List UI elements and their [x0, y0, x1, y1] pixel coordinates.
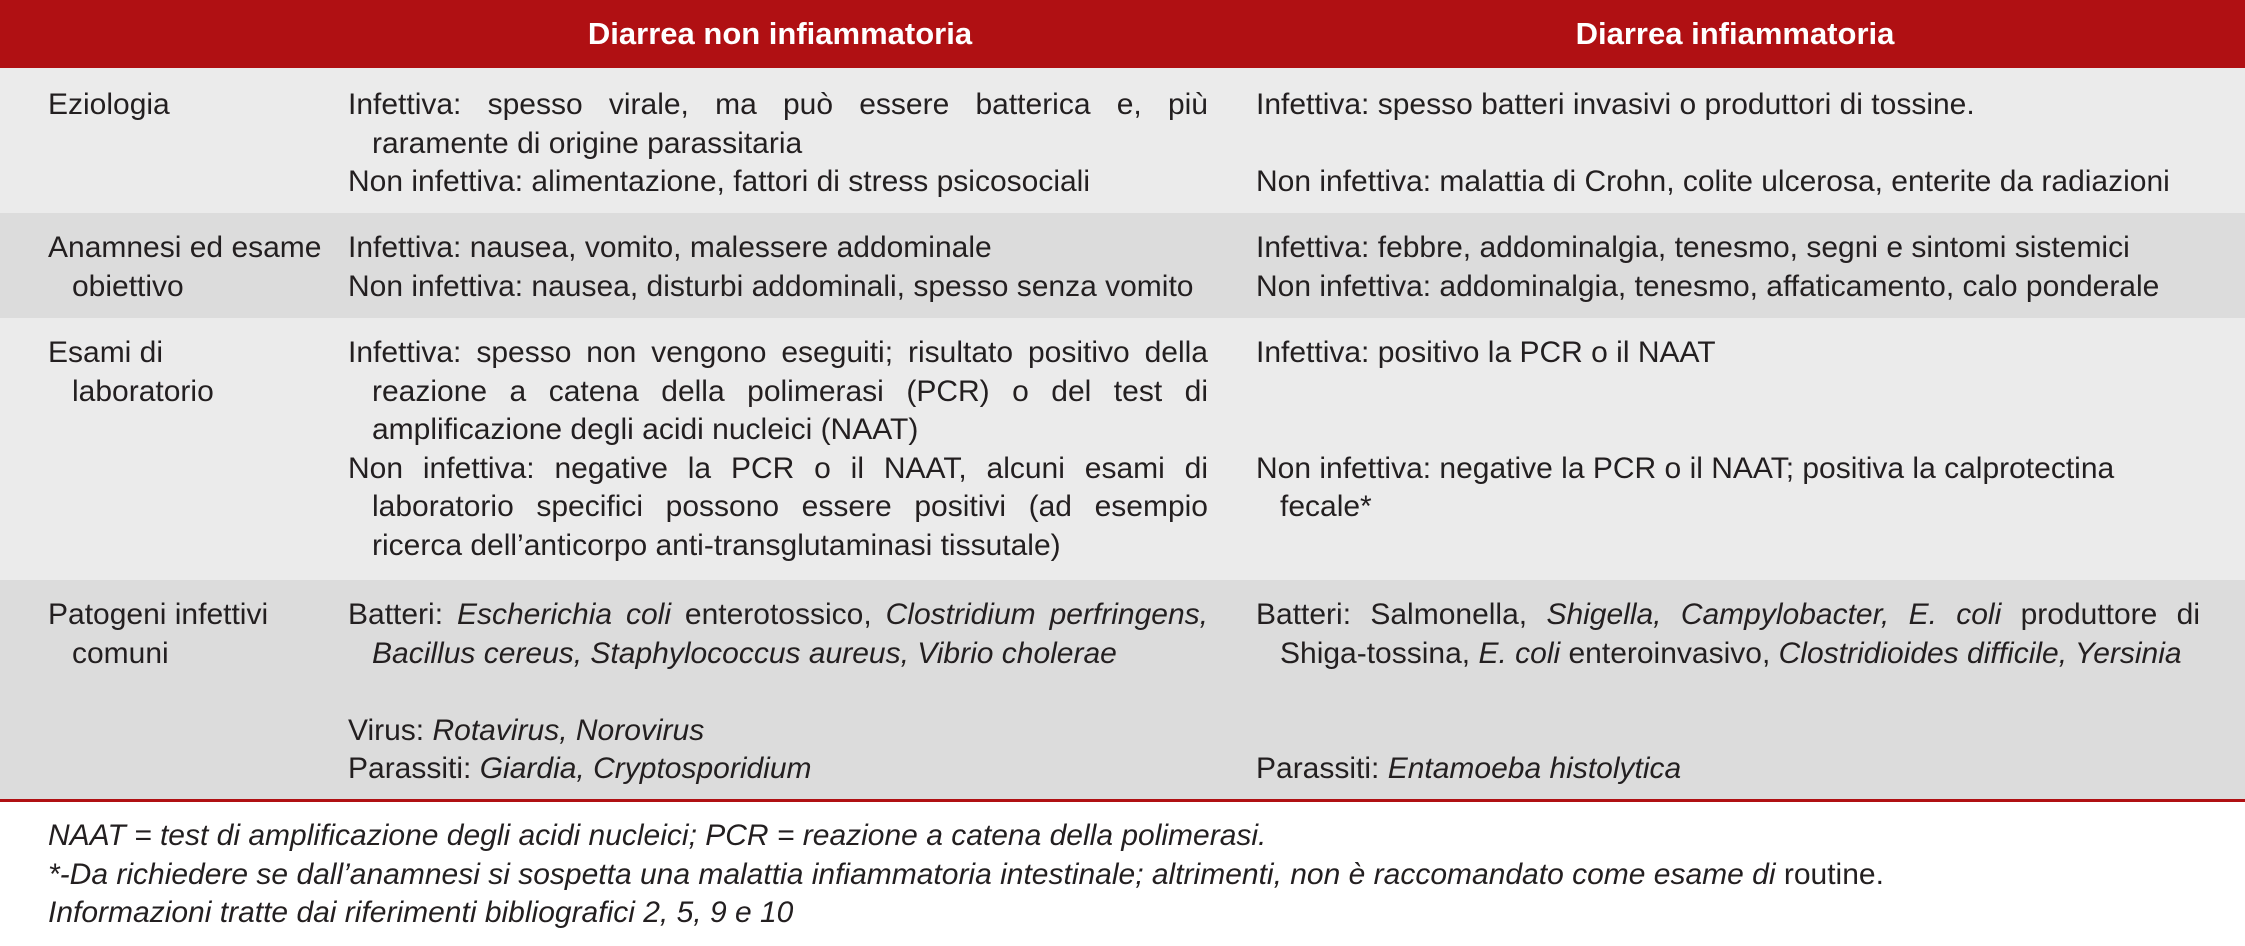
bacteria-paragraph: Batteri: Escherichia coli enterotossico, Clostridium perfringens, Bacillus cereus, Staphylococcus aureus, Vibrio cholerae: [348, 598, 1208, 670]
cell-paragraph: Non infettiva: malattia di Crohn, colite ulcerosa, enterite da radiazioni: [1256, 165, 2170, 198]
footnote-references: Informazioni tratte dai riferimenti bibliografici 2, 5, 9 e 10: [48, 896, 794, 929]
cell-paragraph: Infettiva: nausea, vomito, malessere addominale: [348, 231, 992, 264]
inflammatory-cell: [1256, 596, 2200, 789]
header-inflammatory: Diarrea infiammatoria: [1575, 16, 1895, 51]
table-row: [0, 318, 2245, 580]
non-inflammatory-cell: [348, 596, 1208, 789]
table-row: [0, 213, 2245, 318]
cell-paragraph: Infettiva: spesso non vengono eseguiti; risultato positivo della reazione a catena della polimerasi (PCR) o del test di amplificazione degli acidi nucleici (NAAT): [348, 336, 1208, 446]
table-row: [0, 580, 2245, 800]
inflammatory-cell: [1256, 229, 2200, 306]
row-label: Eziologia: [48, 88, 170, 121]
virus-paragraph: Virus: Rotavirus, Norovirus: [348, 713, 705, 747]
parasites-paragraph: Parassiti: Giardia, Cryptosporidium: [348, 752, 812, 785]
row-label: Esami di laboratorio: [48, 336, 214, 408]
parasites-paragraph: Parassiti: Entamoeba histolytica: [1256, 752, 1682, 785]
cell-paragraph: Non infettiva: negative la PCR o il NAAT, alcuni esami di laboratorio specifici possono essere positivi (ad esempio ricerca dell’anticorpo anti-transglutaminasi tissutale): [348, 451, 1208, 562]
cell-paragraph: Non infettiva: negative la PCR o il NAAT; positiva la calprotectina fecale*: [1256, 451, 2115, 523]
cell-paragraph: Non infettiva: alimentazione, fattori di stress psicosociali: [348, 165, 1091, 198]
cell-paragraph: Infettiva: spesso batteri invasivi o produttori di tossine.: [1256, 88, 1975, 121]
bacteria-paragraph: Batteri: Salmonella, Shigella, Campylobacter, E. coli produttore di Shiga-tossina, E. coli enteroinvasivo, Clostridioides difficile, Yersinia: [1256, 598, 2201, 670]
cell-paragraph: Infettiva: positivo la PCR o il NAAT: [1256, 336, 1716, 369]
header-non-inflammatory: Diarrea non infiammatoria: [587, 16, 973, 51]
cell-paragraph: Infettiva: spesso virale, ma può essere batterica e, più raramente di origine parassitaria: [348, 88, 1208, 160]
inflammatory-cell: [1256, 334, 2200, 527]
cell-paragraph: Infettiva: febbre, addominalgia, tenesmo, segni e sintomi sistemici: [1256, 231, 2130, 264]
cell-paragraph: Non infettiva: addominalgia, tenesmo, affaticamento, calo ponderale: [1256, 269, 2160, 303]
footnote-abbreviations: NAAT = test di amplificazione degli acidi nucleici; PCR = reazione a catena della polimerasi.: [48, 819, 1267, 852]
table-header: [0, 0, 2245, 68]
cell-paragraph: Non infettiva: nausea, disturbi addominali, spesso senza vomito: [348, 269, 1194, 303]
row-label: Patogeni infettivi comuni: [48, 598, 269, 670]
footnote-calprotectin: *-Da richiedere se dall’anamnesi si sospetta una malattia infiammatoria intestinale; altrimenti, non è raccomandato come esame di routine.: [48, 857, 1884, 891]
table-bottom-rule: [0, 799, 2245, 802]
table-row: [0, 68, 2245, 213]
inflammatory-cell: [1256, 86, 2200, 202]
non-inflammatory-cell: [348, 86, 1208, 202]
non-inflammatory-cell: [348, 229, 1208, 306]
footnotes: [48, 817, 2198, 933]
non-inflammatory-cell: [348, 334, 1208, 565]
row-label: Anamnesi ed esame obiettivo: [48, 231, 322, 303]
